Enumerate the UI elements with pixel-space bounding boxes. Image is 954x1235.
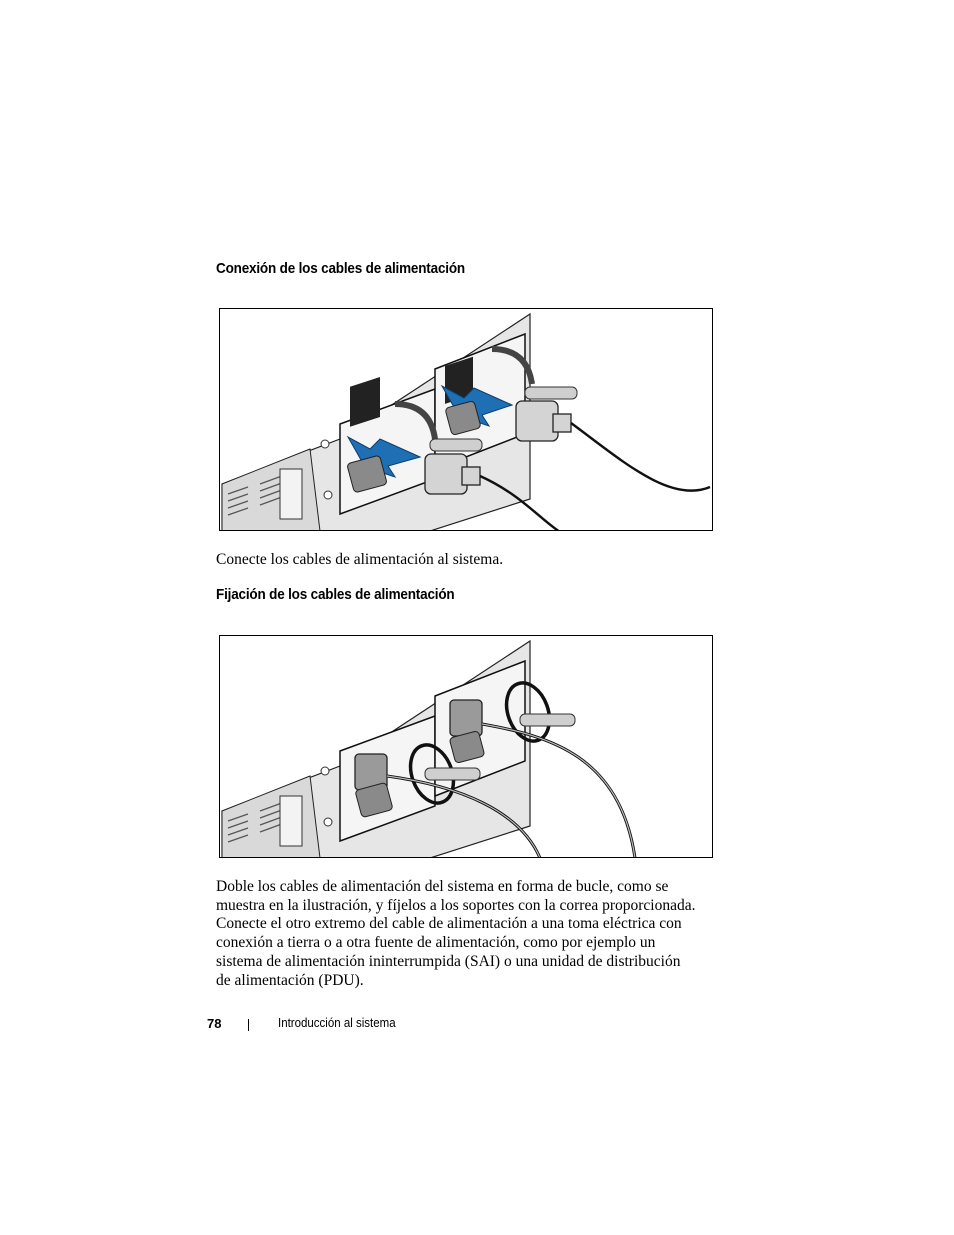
page-number: 78 — [207, 1016, 222, 1031]
paragraph-line: sistema de alimentación ininterrumpida (SAI) o una unidad de distribución — [216, 952, 681, 970]
paragraph-line: conexión a tierra o a otra fuente de alimentación, como por ejemplo un — [216, 934, 656, 952]
instructions-paragraph — [216, 878, 716, 990]
paragraph-line: Doble los cables de alimentación del sistema en forma de bucle, como se — [216, 878, 669, 895]
paragraph-line: Conecte el otro extremo del cable de alimentación a una toma eléctrica con — [216, 915, 682, 933]
figure-secure-power-cables — [219, 635, 713, 858]
paragraph-line: de alimentación (PDU). — [216, 971, 364, 989]
page-footer — [0, 1016, 954, 1036]
footer-separator — [248, 1019, 249, 1031]
footer-section-title: Introducción al sistema — [278, 1016, 396, 1030]
paragraph-line: muestra en la ilustración, y fíjelos a los soportes con la correa proporcionada. — [216, 896, 696, 914]
section-heading-secure: Fijación de los cables de alimentación — [216, 586, 455, 603]
power-cable-connection-illustration-icon — [220, 309, 713, 531]
figure-connect-power-cables — [219, 308, 713, 531]
section-heading-connect: Conexión de los cables de alimentación — [216, 260, 465, 277]
power-cable-securing-illustration-icon — [220, 636, 713, 858]
caption-connect: Conecte los cables de alimentación al sistema. — [216, 551, 504, 568]
